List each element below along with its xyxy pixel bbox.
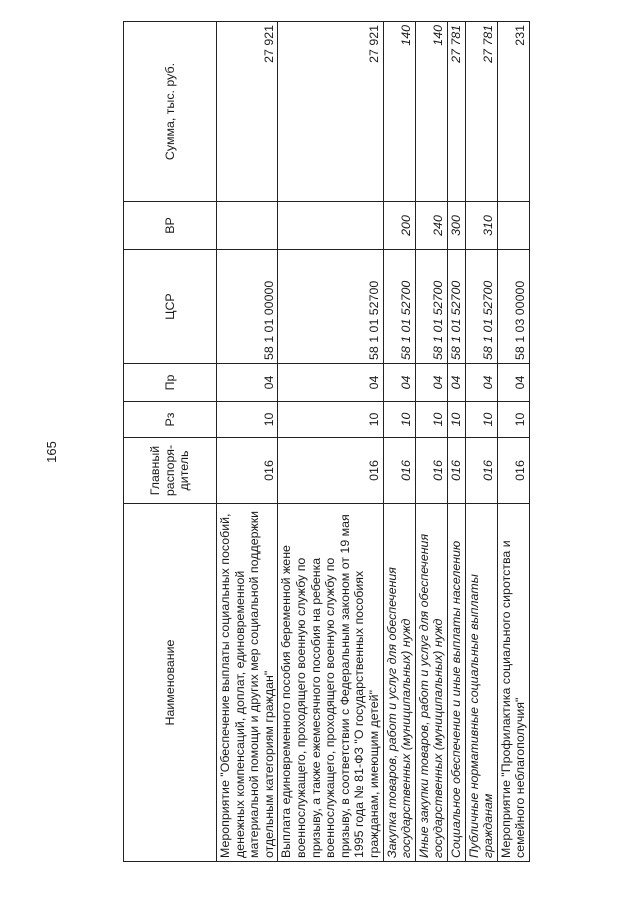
cell-name: Социальное обеспечение и иные выплаты населению xyxy=(447,504,465,862)
table-row xyxy=(497,22,529,862)
cell-admin: 016 xyxy=(497,438,529,504)
budget-table xyxy=(123,21,530,862)
cell-csr: 58 1 01 52700 xyxy=(415,250,447,364)
cell-vr xyxy=(497,202,529,250)
header-name: Наименование xyxy=(124,504,217,862)
header-rz: Рз xyxy=(124,402,217,438)
cell-admin: 016 xyxy=(383,438,415,504)
table-row xyxy=(465,22,497,862)
rotated-table-container xyxy=(123,22,633,862)
cell-rz: 10 xyxy=(383,402,415,438)
cell-admin: 016 xyxy=(217,438,278,504)
cell-sum: 27 781 xyxy=(465,22,497,202)
cell-vr xyxy=(278,202,383,250)
cell-csr: 58 1 01 52700 xyxy=(465,250,497,364)
cell-name: Мероприятие "Профилактика социального сиротства и семейного неблагополучия" xyxy=(497,504,529,862)
cell-pr: 04 xyxy=(383,364,415,402)
cell-rz: 10 xyxy=(497,402,529,438)
cell-csr: 58 1 01 52700 xyxy=(383,250,415,364)
table-row xyxy=(217,22,278,862)
table-row xyxy=(415,22,447,862)
cell-name: Мероприятие "Обеспечение выплаты социальных пособий, денежных компенсаций, доплат, единовременной материальной помощи и других мер социальной поддержки отдельным категориям граждан" xyxy=(217,504,278,862)
cell-name: Выплата единовременного пособия беременной жене военнослужащего, проходящего военную службу по призыву, а также ежемесячного пособия на ребенка военнослужащего, проходящего военную службу по призыву, в соответствии с Федеральным законом от 19 мая 1995 года № 81-ФЗ "О государственных пособиях гражданам, имеющим детей" xyxy=(278,504,383,862)
cell-admin: 016 xyxy=(465,438,497,504)
header-sum: Сумма, тыс. руб. xyxy=(124,22,217,202)
cell-vr: 200 xyxy=(383,202,415,250)
cell-sum: 140 xyxy=(415,22,447,202)
cell-vr: 300 xyxy=(447,202,465,250)
cell-pr: 04 xyxy=(217,364,278,402)
cell-pr: 04 xyxy=(447,364,465,402)
cell-sum: 231 xyxy=(497,22,529,202)
cell-pr: 04 xyxy=(415,364,447,402)
cell-sum: 140 xyxy=(383,22,415,202)
cell-rz: 10 xyxy=(447,402,465,438)
table-row xyxy=(447,22,465,862)
cell-admin: 016 xyxy=(278,438,383,504)
cell-sum: 27 921 xyxy=(217,22,278,202)
page-number: 165 xyxy=(44,441,59,463)
cell-name: Иные закупки товаров, работ и услуг для обеспечения государственных (муниципальных) нужд xyxy=(415,504,447,862)
header-vr: ВР xyxy=(124,202,217,250)
cell-rz: 10 xyxy=(465,402,497,438)
cell-vr xyxy=(217,202,278,250)
cell-csr: 58 1 03 00000 xyxy=(497,250,529,364)
table-row xyxy=(278,22,383,862)
cell-rz: 10 xyxy=(278,402,383,438)
cell-admin: 016 xyxy=(415,438,447,504)
cell-admin: 016 xyxy=(447,438,465,504)
header-pr: Пр xyxy=(124,364,217,402)
cell-rz: 10 xyxy=(217,402,278,438)
cell-name: Закупка товаров, работ и услуг для обеспечения государственных (муниципальных) нужд xyxy=(383,504,415,862)
table-row xyxy=(383,22,415,862)
cell-csr: 58 1 01 52700 xyxy=(278,250,383,364)
header-csr: ЦСР xyxy=(124,250,217,364)
cell-pr: 04 xyxy=(497,364,529,402)
cell-pr: 04 xyxy=(465,364,497,402)
cell-vr: 310 xyxy=(465,202,497,250)
header-row xyxy=(124,22,217,862)
header-admin: Главный распоря-дитель xyxy=(124,438,217,504)
cell-sum: 27 781 xyxy=(447,22,465,202)
cell-rz: 10 xyxy=(415,402,447,438)
cell-csr: 58 1 01 00000 xyxy=(217,250,278,364)
table-body xyxy=(217,22,530,862)
cell-name: Публичные нормативные социальные выплаты гражданам xyxy=(465,504,497,862)
cell-csr: 58 1 01 52700 xyxy=(447,250,465,364)
cell-pr: 04 xyxy=(278,364,383,402)
cell-vr: 240 xyxy=(415,202,447,250)
cell-sum: 27 921 xyxy=(278,22,383,202)
